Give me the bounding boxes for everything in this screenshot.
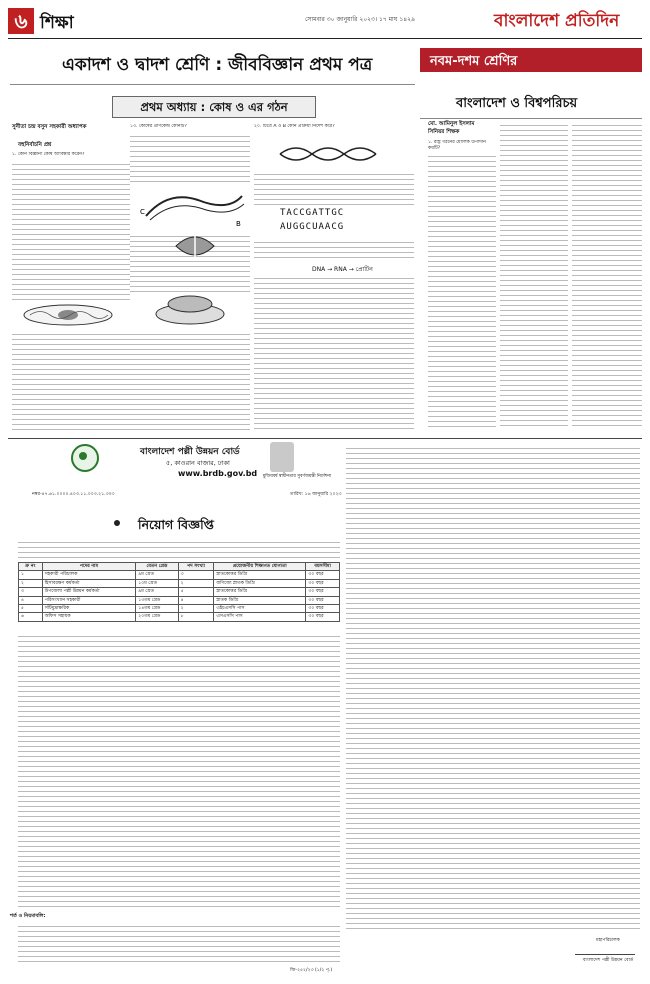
org-address: ৫, কাওরান বাজার, ঢাকা (166, 459, 230, 467)
cell: ৩০ বছর (306, 596, 340, 604)
jobs-table (18, 562, 340, 622)
cell: ৪ (19, 596, 43, 604)
table-row (19, 571, 340, 579)
cell: পরিসংখ্যান সহকারী (42, 596, 136, 604)
question-first: ১. কোন বিজ্ঞানী কোষ আবিষ্কার করেন? (12, 152, 85, 157)
cell: ২০তম গ্রেড (136, 613, 178, 621)
bgp-author-role: সিনিয়র শিক্ষক (428, 129, 460, 135)
cell: উপজেলা পল্লী উন্নয়ন কর্মকর্তা (42, 588, 136, 596)
mcq-column-1b (12, 330, 130, 430)
bgp-author-name: মো. আমিনুল ইসলাম (428, 121, 475, 127)
cell: ১৩তম গ্রেড (136, 596, 178, 604)
notice-intro (18, 538, 340, 558)
cell: ১ (19, 571, 43, 579)
cell: ৯ম গ্রেড (136, 588, 178, 596)
bgp-class-label: নবম-দশম শ্রেণির (430, 54, 518, 69)
cell: ৩০ বছর (306, 613, 340, 621)
terms-heading: শর্ত ও নিয়মাবলি: (10, 913, 46, 919)
signatory-org: বাংলাদেশ পল্লী উন্নয়ন বোর্ড (582, 958, 634, 963)
chapter-box: প্রথম অধ্যায় : কোষ ও এর গঠন (112, 96, 316, 118)
mcq-column-3 (254, 170, 414, 206)
table-row (19, 588, 340, 596)
cell: ২ (19, 579, 43, 587)
notice-title: নিয়োগ বিজ্ঞপ্তি (138, 517, 214, 532)
ribosome-diagram (140, 292, 240, 328)
memo-number: নম্বর-৪৭.৬১.০০০০.৪০৩.১১.০০৩.২১.৩০৩ (32, 492, 115, 497)
signatory-role: মহাপরিচালক (596, 938, 620, 943)
table-row (19, 613, 340, 621)
col-header: পদ সংখ্যা (178, 563, 214, 571)
svg-text:C: C (140, 208, 145, 216)
cell: এসএসসি পাস (214, 613, 306, 621)
mcq-column-2 (130, 132, 250, 182)
cell: ৪ (178, 596, 214, 604)
cell: ৬ (19, 613, 43, 621)
col-header: বয়সসীমা (306, 563, 340, 571)
svg-text:B: B (236, 220, 241, 228)
mcq-heading: বহুনির্বাচনি প্রশ্ন (18, 142, 52, 148)
cell: ৫ (178, 588, 214, 596)
cell: সাঁটমুদ্রাক্ষরিক (42, 605, 136, 613)
ad-top-border (8, 438, 642, 439)
table-row (19, 596, 340, 604)
cell: ৩ (178, 571, 214, 579)
question-right: ২০. চিত্রে A ও B কোন প্রক্রিয়া নির্দেশ করে? (254, 124, 335, 129)
cell: ২ (178, 579, 214, 587)
table-row (19, 579, 340, 587)
mcq-column-3b (254, 238, 414, 262)
bgp-column-3 (572, 121, 642, 430)
science-author: সুনীতা চন্দ্র বসুন সহকারী অধ্যাপক (12, 124, 87, 130)
cell: বাণিজ্যে স্নাতক ডিগ্রি (214, 579, 306, 587)
table-header-row (19, 563, 340, 571)
science-divider (10, 84, 415, 85)
dividing-cell-diagram (170, 226, 220, 266)
col-header: ক্র নং (19, 563, 43, 571)
bullet-icon (114, 520, 120, 526)
section-name: শিক্ষা (40, 13, 74, 33)
cell: এইচএসসি পাস (214, 605, 306, 613)
col-header: পদের নাম (42, 563, 136, 571)
cell: ৩০ বছর (306, 579, 340, 587)
question-mid: ১৩. কোষের প্রাণকেন্দ্র কোনটি? (130, 124, 187, 129)
terms-text (18, 922, 340, 962)
signature (575, 950, 635, 955)
org-website[interactable]: www.brdb.gov.bd (178, 469, 258, 478)
col-header: বেতন গ্রেড (136, 563, 178, 571)
cell: স্নাতকোত্তর ডিগ্রি (214, 588, 306, 596)
portrait-image (270, 442, 294, 472)
cell: ৩০ বছর (306, 571, 340, 579)
cell: ৯ম গ্রেড (136, 571, 178, 579)
cell: ৫ (19, 605, 43, 613)
cell: ১০ম গ্রেড (136, 579, 178, 587)
col-header: প্রয়োজনীয় শিক্ষাগত যোগ্যতা (214, 563, 306, 571)
masthead-logo: বাংলাদেশ প্রতিদিন (494, 11, 620, 31)
dna-flow: DNA → RNA → প্রোটিন (312, 266, 373, 273)
table-continued (18, 632, 340, 908)
header-divider (8, 38, 642, 39)
ad-code: জি-২৫২/২৩ (১/২ পৃ.) (290, 968, 333, 973)
cell: ৩০ বছর (306, 605, 340, 613)
cell: ২ (178, 605, 214, 613)
bgp-column-2 (500, 121, 568, 430)
cell: ৮ (178, 613, 214, 621)
organelle-diagram (138, 186, 248, 230)
bgp-question-first: ১. রাষ্ট্র গঠনের মৌলিক উপাদান কয়টি? (428, 140, 486, 151)
cell: অফিস সহায়ক (42, 613, 136, 621)
cell: সহকারী পরিচালক (42, 571, 136, 579)
bgp-divider (420, 118, 642, 119)
sequence-top: TACCGATTGC (280, 208, 345, 218)
date-line: সোমবার ৩০ জানুয়ারি ২০২৩। ১৭ মাঘ ১৪২৯ (305, 16, 415, 23)
portrait-caption: মুজিববর্ষ স্বাধীনতার সুবর্ণজয়ন্তী নির্দেশনা (262, 474, 332, 479)
memo-date: তারিখ: ১৬ জানুয়ারি ২০২৩ (290, 492, 342, 497)
cell: ৩০ বছর (306, 588, 340, 596)
page-number: ৬ (8, 8, 34, 34)
cell: ১৪তম গ্রেড (136, 605, 178, 613)
bgp-column-1 (428, 152, 496, 430)
cell-diagram (20, 302, 116, 328)
sequence-bottom: AUGGCUAACG (280, 222, 345, 232)
mcq-column-1 (12, 160, 130, 300)
org-name: বাংলাদেশ পল্লী উন্নয়ন বোর্ড (140, 447, 240, 457)
dna-strand-diagram (276, 140, 386, 168)
table-row (19, 605, 340, 613)
brdb-logo-icon (71, 444, 99, 472)
science-title: একাদশ ও দ্বাদশ শ্রেণি : জীববিজ্ঞান প্রথম পত্র (62, 55, 373, 75)
cell: স্নাতক ডিগ্রি (214, 596, 306, 604)
instructions-text (346, 444, 640, 932)
mcq-column-2c (130, 330, 250, 430)
cell: হিসাবরক্ষণ কর্মকর্তা (42, 579, 136, 587)
cell: স্নাতকোত্তর ডিগ্রি (214, 571, 306, 579)
cell: ৩ (19, 588, 43, 596)
mcq-column-3c (254, 274, 414, 430)
bgp-subject-title: বাংলাদেশ ও বিশ্বপরিচয় (456, 96, 578, 111)
